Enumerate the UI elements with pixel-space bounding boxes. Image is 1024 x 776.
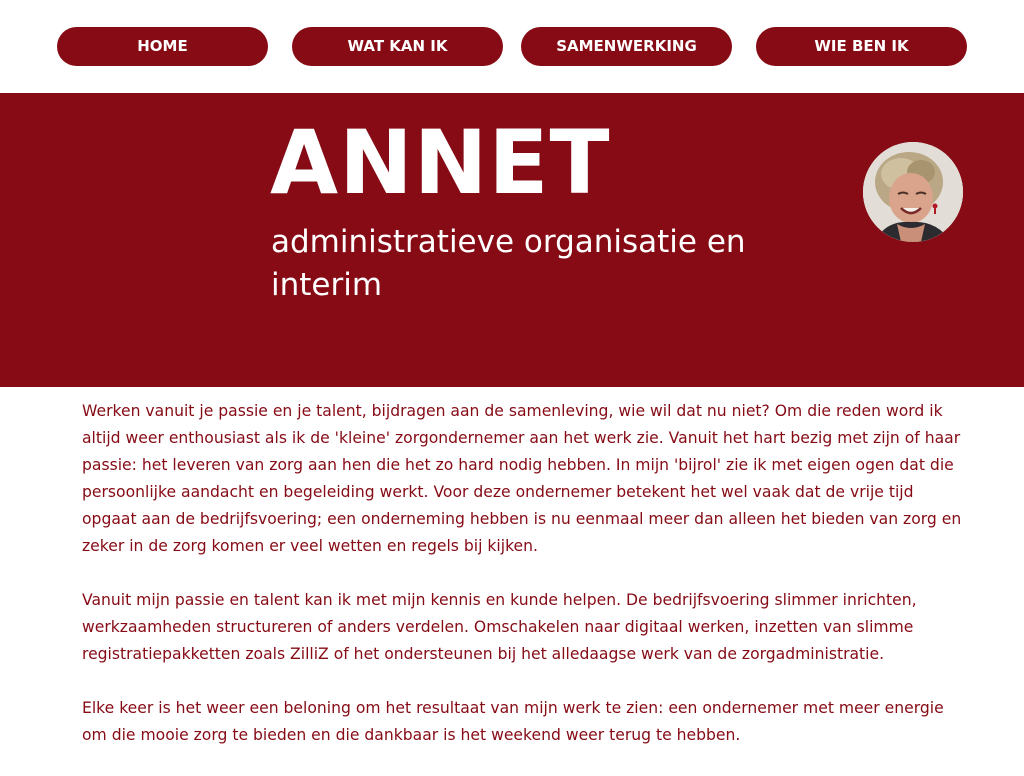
- content-paragraph: Vanuit mijn passie en talent kan ik met mijn kennis en kunde helpen. De bedrijfsvoering slimmer inrichten, werkzaamheden structureren of anders verdelen. Omschakelen naar digitaal werken, inzetten van slimme registratiepakketten zoals ZilliZ of het ondersteunen bij het alledaagse werk van de zorgadministratie.: [82, 591, 917, 663]
- content-paragraph: Werken vanuit je passie en je talent, bijdragen aan de samenleving, wie wil dat nu niet? Om die reden word ik altijd weer enthousiast als ik de 'kleine' zorgondernemer aan het werk zie. Vanuit het hart bezig met zijn of haar passie: het leveren van zorg aan hen die het zo hard nodig hebben. In mijn 'bijrol' zie ik met eigen ogen dat die persoonlijke aandacht en begeleiding werkt. Voor deze ondernemer betekent het wel vaak dat de vrije tijd opgaat aan de bedrijfsvoering; een onderneming hebben is nu eenmaal meer dan alleen het bieden van zorg en zeker in de zorg komen er veel wetten en regels bij kijken.: [82, 402, 962, 555]
- content-paragraph: Elke keer is het weer een beloning om het resultaat van mijn werk te zien: een ondernemer met meer energie om die mooie zorg te bieden en die dankbaar is het weekend weer terug te hebben.: [82, 699, 944, 744]
- avatar: [863, 142, 963, 242]
- top-navigation: [0, 0, 1024, 93]
- hero-banner: [0, 93, 1024, 387]
- nav-home-button[interactable]: HOME: [57, 27, 268, 66]
- nav-wat-kan-ik-button[interactable]: WAT KAN IK: [292, 27, 503, 66]
- main-content: [82, 398, 962, 776]
- page-subtitle: administratieve organisatie en interim: [271, 224, 746, 303]
- profile-photo-icon: [863, 142, 963, 242]
- page-title: ANNET: [270, 111, 611, 214]
- nav-samenwerking-button[interactable]: SAMENWERKING: [521, 27, 732, 66]
- nav-wie-ben-ik-button[interactable]: WIE BEN IK: [756, 27, 967, 66]
